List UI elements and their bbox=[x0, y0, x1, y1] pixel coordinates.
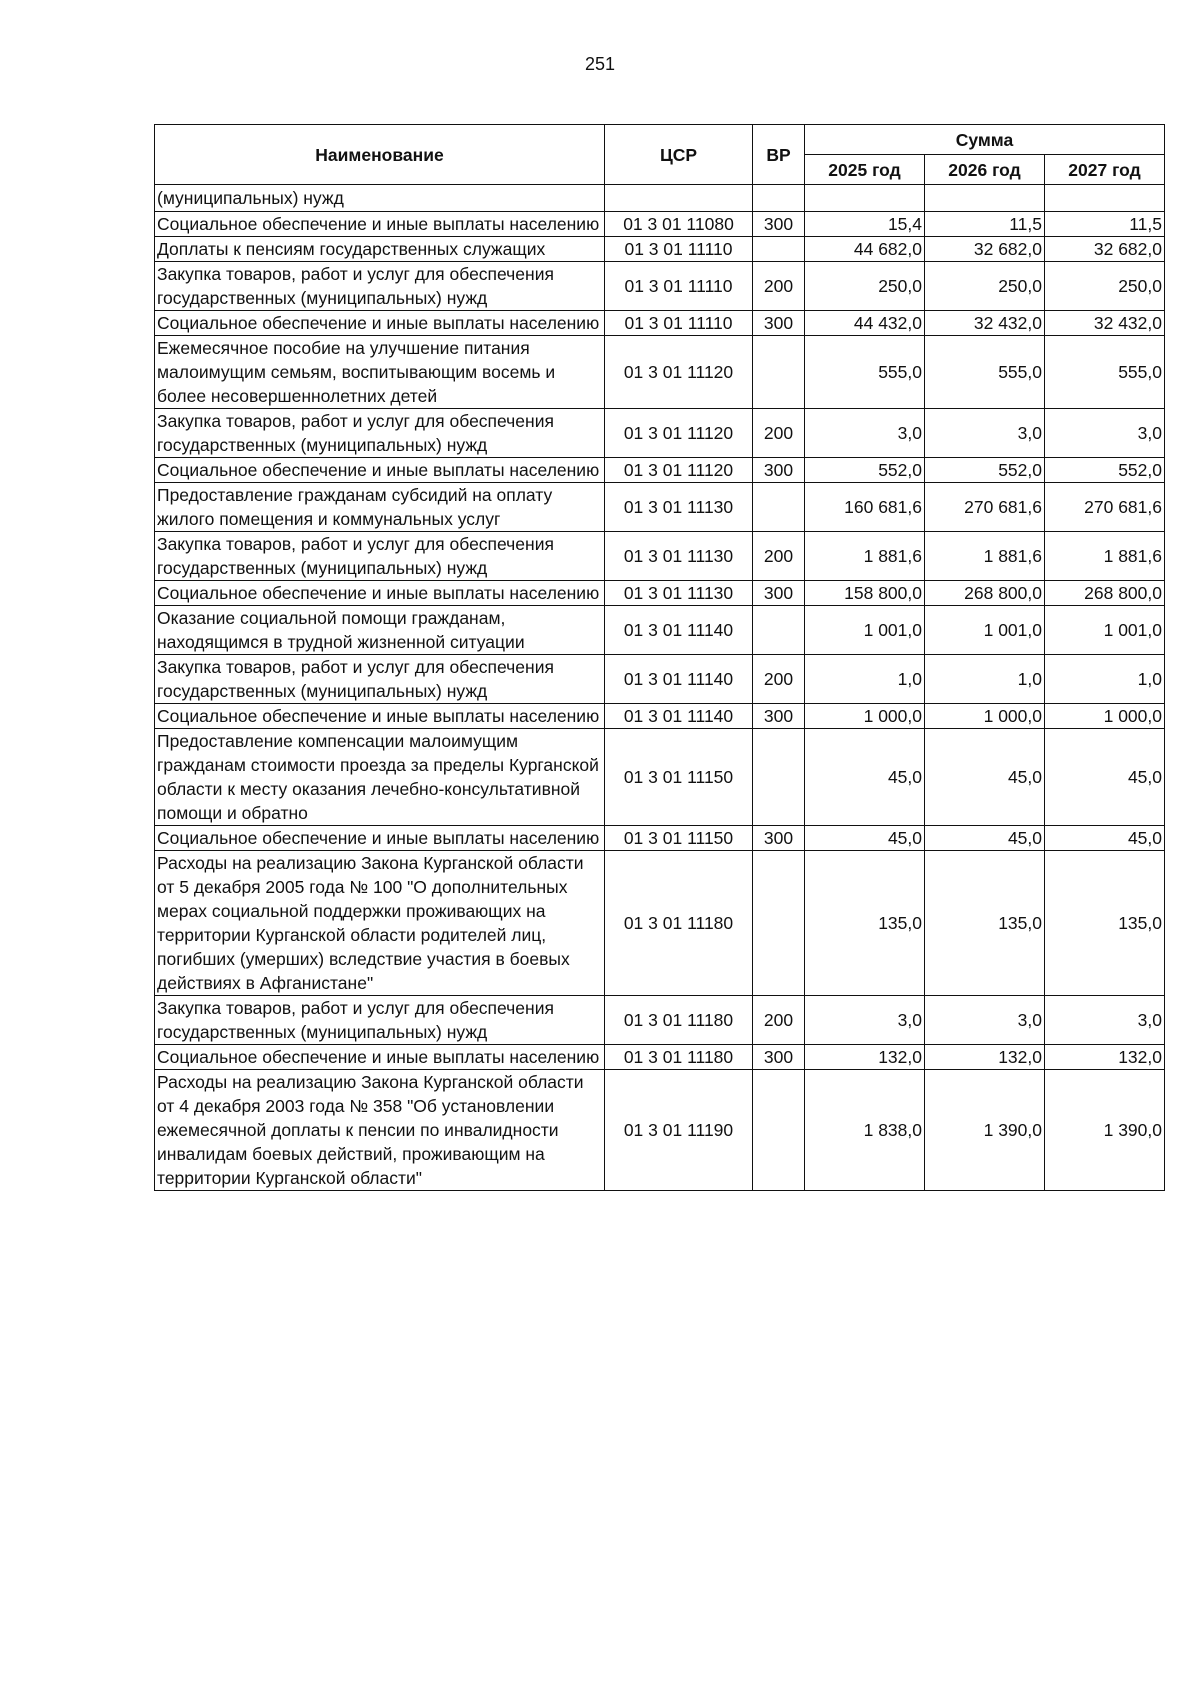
row-name: Предоставление гражданам субсидий на оплату жилого помещения и коммунальных услуг bbox=[155, 483, 605, 532]
row-sum-2025: 1 000,0 bbox=[805, 704, 925, 729]
row-sum-2027: 32 432,0 bbox=[1045, 311, 1165, 336]
row-sum-2026: 1 001,0 bbox=[925, 606, 1045, 655]
row-csr: 01 3 01 11140 bbox=[605, 655, 753, 704]
row-sum-2026: 3,0 bbox=[925, 996, 1045, 1045]
row-csr: 01 3 01 11140 bbox=[605, 704, 753, 729]
row-csr: 01 3 01 11130 bbox=[605, 483, 753, 532]
row-csr: 01 3 01 11110 bbox=[605, 262, 753, 311]
row-sum-2025: 135,0 bbox=[805, 851, 925, 996]
row-vr: 300 bbox=[753, 704, 805, 729]
row-vr: 300 bbox=[753, 1045, 805, 1070]
row-name: (муниципальных) нужд bbox=[155, 185, 605, 212]
table-row bbox=[155, 458, 1165, 483]
row-csr: 01 3 01 11180 bbox=[605, 851, 753, 996]
row-name: Закупка товаров, работ и услуг для обеспечения государственных (муниципальных) нужд bbox=[155, 532, 605, 581]
row-name: Социальное обеспечение и иные выплаты населению bbox=[155, 212, 605, 237]
header-year-2026: 2026 год bbox=[925, 155, 1045, 185]
table-row bbox=[155, 826, 1165, 851]
table-row bbox=[155, 581, 1165, 606]
row-sum-2027: 1 001,0 bbox=[1045, 606, 1165, 655]
row-vr: 300 bbox=[753, 212, 805, 237]
row-sum-2027 bbox=[1045, 185, 1165, 212]
row-sum-2025: 44 682,0 bbox=[805, 237, 925, 262]
row-sum-2026: 268 800,0 bbox=[925, 581, 1045, 606]
row-sum-2025: 3,0 bbox=[805, 409, 925, 458]
row-name: Доплаты к пенсиям государственных служащих bbox=[155, 237, 605, 262]
row-sum-2026: 132,0 bbox=[925, 1045, 1045, 1070]
row-csr: 01 3 01 11130 bbox=[605, 532, 753, 581]
row-vr: 300 bbox=[753, 311, 805, 336]
row-name: Предоставление компенсации малоимущим гражданам стоимости проезда за пределы Курганской области к месту оказания лечебно-консультативной помощи и обратно bbox=[155, 729, 605, 826]
table-row bbox=[155, 311, 1165, 336]
row-name: Социальное обеспечение и иные выплаты населению bbox=[155, 826, 605, 851]
budget-table bbox=[154, 124, 1165, 1191]
row-vr bbox=[753, 606, 805, 655]
row-vr: 300 bbox=[753, 458, 805, 483]
table-row bbox=[155, 212, 1165, 237]
row-sum-2025: 160 681,6 bbox=[805, 483, 925, 532]
table-row bbox=[155, 237, 1165, 262]
header-csr: ЦСР bbox=[605, 125, 753, 185]
row-csr: 01 3 01 11180 bbox=[605, 1045, 753, 1070]
row-sum-2027: 552,0 bbox=[1045, 458, 1165, 483]
row-sum-2027: 1 000,0 bbox=[1045, 704, 1165, 729]
row-vr bbox=[753, 237, 805, 262]
table-row bbox=[155, 336, 1165, 409]
table-row bbox=[155, 262, 1165, 311]
row-csr: 01 3 01 11120 bbox=[605, 409, 753, 458]
row-csr: 01 3 01 11130 bbox=[605, 581, 753, 606]
row-name: Закупка товаров, работ и услуг для обеспечения государственных (муниципальных) нужд bbox=[155, 655, 605, 704]
row-sum-2027: 3,0 bbox=[1045, 409, 1165, 458]
row-csr: 01 3 01 11190 bbox=[605, 1070, 753, 1191]
row-sum-2025: 1 838,0 bbox=[805, 1070, 925, 1191]
row-name: Расходы на реализацию Закона Курганской области от 5 декабря 2005 года № 100 "О дополнительных мерах социальной поддержки проживающих на территории Курганской области родителей лиц, погибших (умерших) вследствие участия в боевых действиях в Афганистане" bbox=[155, 851, 605, 996]
row-name: Закупка товаров, работ и услуг для обеспечения государственных (муниципальных) нужд bbox=[155, 409, 605, 458]
row-sum-2027: 3,0 bbox=[1045, 996, 1165, 1045]
row-vr bbox=[753, 1070, 805, 1191]
row-sum-2027: 270 681,6 bbox=[1045, 483, 1165, 532]
table-row bbox=[155, 996, 1165, 1045]
row-sum-2026: 555,0 bbox=[925, 336, 1045, 409]
row-vr bbox=[753, 336, 805, 409]
row-sum-2025 bbox=[805, 185, 925, 212]
table-row bbox=[155, 851, 1165, 996]
table-body bbox=[155, 185, 1165, 1191]
table-row bbox=[155, 606, 1165, 655]
row-sum-2025: 1 001,0 bbox=[805, 606, 925, 655]
row-vr bbox=[753, 729, 805, 826]
row-sum-2027: 1 390,0 bbox=[1045, 1070, 1165, 1191]
header-year-2025: 2025 год bbox=[805, 155, 925, 185]
row-vr bbox=[753, 851, 805, 996]
row-sum-2025: 552,0 bbox=[805, 458, 925, 483]
row-name: Социальное обеспечение и иные выплаты населению bbox=[155, 1045, 605, 1070]
row-sum-2026: 1 390,0 bbox=[925, 1070, 1045, 1191]
table-row bbox=[155, 185, 1165, 212]
row-name: Закупка товаров, работ и услуг для обеспечения государственных (муниципальных) нужд bbox=[155, 262, 605, 311]
row-vr: 200 bbox=[753, 655, 805, 704]
row-sum-2025: 44 432,0 bbox=[805, 311, 925, 336]
row-sum-2027: 1,0 bbox=[1045, 655, 1165, 704]
row-sum-2026: 270 681,6 bbox=[925, 483, 1045, 532]
table-row bbox=[155, 655, 1165, 704]
header-sum: Сумма bbox=[805, 125, 1165, 155]
row-sum-2026: 32 682,0 bbox=[925, 237, 1045, 262]
row-csr: 01 3 01 11120 bbox=[605, 336, 753, 409]
row-name: Оказание социальной помощи гражданам, находящимся в трудной жизненной ситуации bbox=[155, 606, 605, 655]
row-csr: 01 3 01 11110 bbox=[605, 311, 753, 336]
row-sum-2027: 45,0 bbox=[1045, 729, 1165, 826]
row-sum-2025: 3,0 bbox=[805, 996, 925, 1045]
row-name: Социальное обеспечение и иные выплаты населению bbox=[155, 581, 605, 606]
row-sum-2025: 158 800,0 bbox=[805, 581, 925, 606]
header-year-2027: 2027 год bbox=[1045, 155, 1165, 185]
row-vr: 200 bbox=[753, 996, 805, 1045]
table-row bbox=[155, 1070, 1165, 1191]
row-sum-2025: 15,4 bbox=[805, 212, 925, 237]
row-name: Ежемесячное пособие на улучшение питания малоимущим семьям, воспитывающим восемь и более несовершеннолетних детей bbox=[155, 336, 605, 409]
row-name: Социальное обеспечение и иные выплаты населению bbox=[155, 704, 605, 729]
row-vr bbox=[753, 483, 805, 532]
table-row bbox=[155, 409, 1165, 458]
row-sum-2026: 1 881,6 bbox=[925, 532, 1045, 581]
table-row bbox=[155, 1045, 1165, 1070]
row-sum-2025: 132,0 bbox=[805, 1045, 925, 1070]
row-sum-2027: 555,0 bbox=[1045, 336, 1165, 409]
row-sum-2025: 45,0 bbox=[805, 826, 925, 851]
page-number: 251 bbox=[584, 54, 616, 74]
row-sum-2025: 45,0 bbox=[805, 729, 925, 826]
row-csr: 01 3 01 11080 bbox=[605, 212, 753, 237]
row-csr: 01 3 01 11150 bbox=[605, 826, 753, 851]
row-vr: 200 bbox=[753, 262, 805, 311]
table-row bbox=[155, 704, 1165, 729]
row-sum-2026: 1,0 bbox=[925, 655, 1045, 704]
row-sum-2026: 32 432,0 bbox=[925, 311, 1045, 336]
header-name: Наименование bbox=[155, 125, 605, 185]
row-vr: 200 bbox=[753, 409, 805, 458]
row-sum-2025: 555,0 bbox=[805, 336, 925, 409]
row-sum-2027: 32 682,0 bbox=[1045, 237, 1165, 262]
row-sum-2027: 1 881,6 bbox=[1045, 532, 1165, 581]
row-sum-2025: 1 881,6 bbox=[805, 532, 925, 581]
row-sum-2027: 132,0 bbox=[1045, 1045, 1165, 1070]
row-sum-2026: 11,5 bbox=[925, 212, 1045, 237]
row-sum-2027: 45,0 bbox=[1045, 826, 1165, 851]
row-csr bbox=[605, 185, 753, 212]
row-vr: 200 bbox=[753, 532, 805, 581]
header-vr: ВР bbox=[753, 125, 805, 185]
row-vr bbox=[753, 185, 805, 212]
row-name: Социальное обеспечение и иные выплаты населению bbox=[155, 311, 605, 336]
row-name: Социальное обеспечение и иные выплаты населению bbox=[155, 458, 605, 483]
table-row bbox=[155, 483, 1165, 532]
row-sum-2026 bbox=[925, 185, 1045, 212]
row-sum-2026: 3,0 bbox=[925, 409, 1045, 458]
table-row bbox=[155, 729, 1165, 826]
row-csr: 01 3 01 11180 bbox=[605, 996, 753, 1045]
row-vr: 300 bbox=[753, 581, 805, 606]
row-vr: 300 bbox=[753, 826, 805, 851]
row-csr: 01 3 01 11140 bbox=[605, 606, 753, 655]
row-sum-2027: 250,0 bbox=[1045, 262, 1165, 311]
row-sum-2026: 135,0 bbox=[925, 851, 1045, 996]
row-sum-2027: 11,5 bbox=[1045, 212, 1165, 237]
row-csr: 01 3 01 11120 bbox=[605, 458, 753, 483]
row-sum-2026: 45,0 bbox=[925, 826, 1045, 851]
row-name: Закупка товаров, работ и услуг для обеспечения государственных (муниципальных) нужд bbox=[155, 996, 605, 1045]
row-sum-2026: 45,0 bbox=[925, 729, 1045, 826]
table-row bbox=[155, 532, 1165, 581]
row-sum-2025: 1,0 bbox=[805, 655, 925, 704]
row-sum-2027: 135,0 bbox=[1045, 851, 1165, 996]
row-sum-2025: 250,0 bbox=[805, 262, 925, 311]
row-csr: 01 3 01 11110 bbox=[605, 237, 753, 262]
row-sum-2027: 268 800,0 bbox=[1045, 581, 1165, 606]
row-sum-2026: 1 000,0 bbox=[925, 704, 1045, 729]
row-sum-2026: 250,0 bbox=[925, 262, 1045, 311]
row-csr: 01 3 01 11150 bbox=[605, 729, 753, 826]
row-sum-2026: 552,0 bbox=[925, 458, 1045, 483]
row-name: Расходы на реализацию Закона Курганской области от 4 декабря 2003 года № 358 "Об установлении ежемесячной доплаты к пенсии по инвалидности инвалидам боевых действий, проживающим на территории Курганской области" bbox=[155, 1070, 605, 1191]
